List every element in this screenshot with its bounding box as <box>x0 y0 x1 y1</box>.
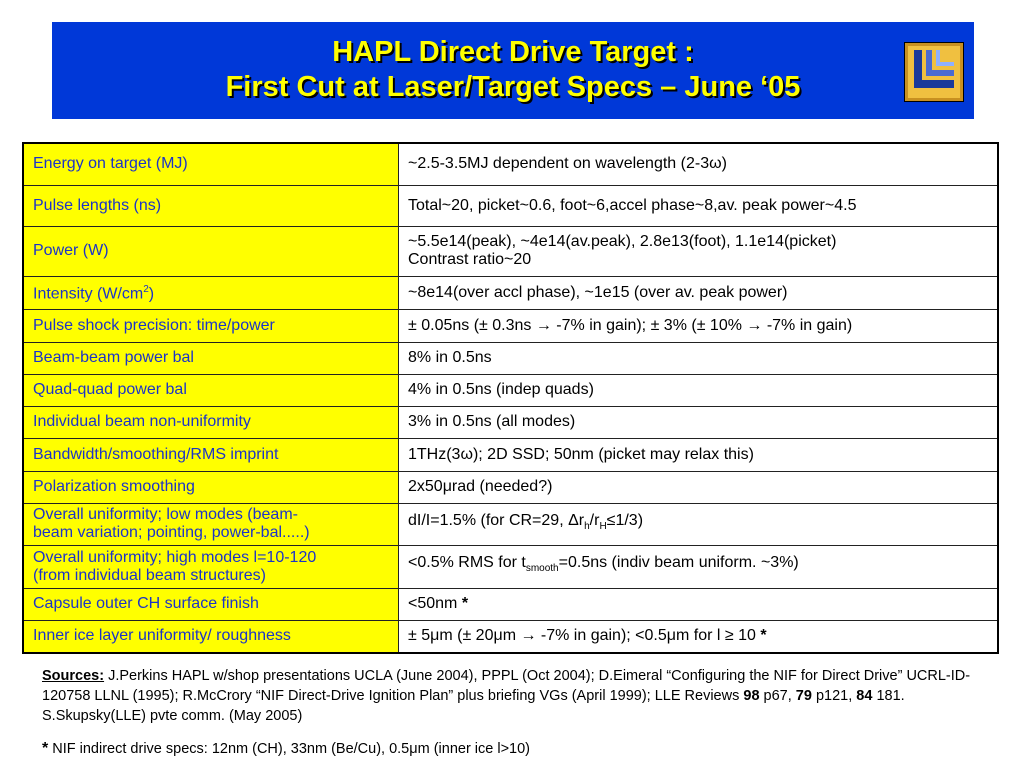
spec-value: ~8e14(over accl phase), ~1e15 (over av. peak power) <box>399 276 999 309</box>
footnote-text: NIF indirect drive specs: 12nm (CH), 33nm (Be/Cu), 0.5μm (inner ice l>10) <box>48 741 531 757</box>
table-row <box>23 620 998 653</box>
spec-value: 3% in 0.5ns (all modes) <box>399 406 999 438</box>
value-text: dI/I=1.5% (for CR=29, Δr <box>408 511 585 529</box>
spec-value: ~2.5-3.5MJ dependent on wavelength (2-3ω) <box>399 143 999 185</box>
spec-label <box>23 276 399 309</box>
label-line: (from individual beam structures) <box>33 566 266 584</box>
spec-label: Polarization smoothing <box>23 471 399 503</box>
sources-volume: 79 <box>795 688 812 704</box>
label-line: beam variation; pointing, power-bal.....) <box>33 524 310 541</box>
title-line-2: First Cut at Laser/Target Specs – June ‘05 <box>225 71 801 103</box>
value-subscript: h <box>584 521 590 533</box>
label-superscript: 2 <box>143 284 149 296</box>
spec-label: Pulse shock precision: time/power <box>23 309 399 342</box>
value-text: ± 5μm (± 20μm → -7% in gain); <0.5μm for l ≥ 10 <box>408 627 761 645</box>
spec-value: 2x50μrad (needed?) <box>399 471 999 503</box>
label-text: ) <box>148 285 155 303</box>
spec-value <box>399 503 999 545</box>
spec-value <box>399 620 999 653</box>
spec-value: ± 0.05ns (± 0.3ns → -7% in gain); ± 3% (± 10% → -7% in gain) <box>399 309 999 342</box>
sources-text: p121, <box>811 688 857 704</box>
spec-value: 8% in 0.5ns <box>399 342 999 374</box>
spec-label: Bandwidth/smoothing/RMS imprint <box>23 438 399 471</box>
table-row <box>23 471 998 503</box>
sources-text: J.Perkins HAPL w/shop presentations UCLA (June 2004), PPPL (Oct 2004); D.Eimeral “Configuring the NIF for Direct Drive” UCRL-ID-120758 LLNL (1995); R.McCrory “NIF Direct-Drive Ignition Plan” plus briefing VGs (April 1999); LLE Reviews <box>42 668 971 704</box>
spec-label: Inner ice layer uniformity/ roughness <box>23 620 399 653</box>
label-line: Overall uniformity; high modes l=10-120 <box>33 548 317 566</box>
sources-text: p67, <box>759 688 796 704</box>
spec-value-line: Contrast ratio~20 <box>408 251 532 268</box>
spec-value <box>399 545 999 588</box>
table-row <box>23 406 998 438</box>
spec-label: Pulse lengths (ns) <box>23 185 399 226</box>
spec-label: Beam-beam power bal <box>23 342 399 374</box>
label-line: Overall uniformity; low modes (beam- <box>33 506 298 523</box>
spec-value: 1THz(3ω); 2D SSD; 50nm (picket may relax this) <box>399 438 999 471</box>
spec-value: Total~20, picket~0.6, foot~6,accel phase~8,av. peak power~4.5 <box>399 185 999 226</box>
table-row <box>23 342 998 374</box>
sources-note <box>42 666 992 726</box>
value-text: ≤1/3) <box>606 511 644 529</box>
table-row <box>23 588 998 620</box>
footnote-marker: * <box>760 627 767 645</box>
table-row <box>23 143 998 185</box>
value-subscript: smooth <box>525 563 559 575</box>
spec-value-line: ~5.5e14(peak), ~4e14(av.peak), 2.8e13(foot), 1.1e14(picket) <box>408 233 837 250</box>
table-row <box>23 545 998 588</box>
spec-label: Energy on target (MJ) <box>23 143 399 185</box>
value-text: <0.5% RMS for t <box>408 554 526 572</box>
table-row <box>23 226 998 276</box>
table-row <box>23 438 998 471</box>
value-text: <50nm <box>408 595 462 612</box>
spec-label: Quad-quad power bal <box>23 374 399 406</box>
spec-label: Capsule outer CH surface finish <box>23 588 399 620</box>
table-row <box>23 276 998 309</box>
value-subscript: H <box>599 521 607 533</box>
value-text: /r <box>589 511 600 529</box>
footnote-star: * <box>42 740 49 757</box>
sources-text: 181. S.Skupsky(LLE) pvte comm. (May 2005) <box>42 688 905 724</box>
spec-label: Individual beam non-uniformity <box>23 406 399 438</box>
spec-value: 4% in 0.5ns (indep quads) <box>399 374 999 406</box>
table-row <box>23 503 998 545</box>
title-banner <box>52 22 974 119</box>
table-row <box>23 374 998 406</box>
table-row <box>23 309 998 342</box>
table-row <box>23 185 998 226</box>
sources-volume: 98 <box>743 688 760 704</box>
footnote-marker: * <box>461 595 469 612</box>
spec-value <box>399 588 999 620</box>
label-text: Intensity (W/cm <box>33 285 144 303</box>
footnote <box>42 740 530 758</box>
llnl-logo-icon <box>904 42 964 102</box>
sources-heading: Sources: <box>42 668 105 684</box>
spec-label <box>23 545 399 588</box>
spec-label: Power (W) <box>23 226 399 276</box>
sources-volume: 84 <box>856 688 873 704</box>
spec-value <box>399 226 999 276</box>
specs-table <box>22 142 999 654</box>
value-text: =0.5ns (indiv beam uniform. ~3%) <box>558 554 799 572</box>
spec-label <box>23 503 399 545</box>
title-line-1: HAPL Direct Drive Target : <box>332 36 694 68</box>
